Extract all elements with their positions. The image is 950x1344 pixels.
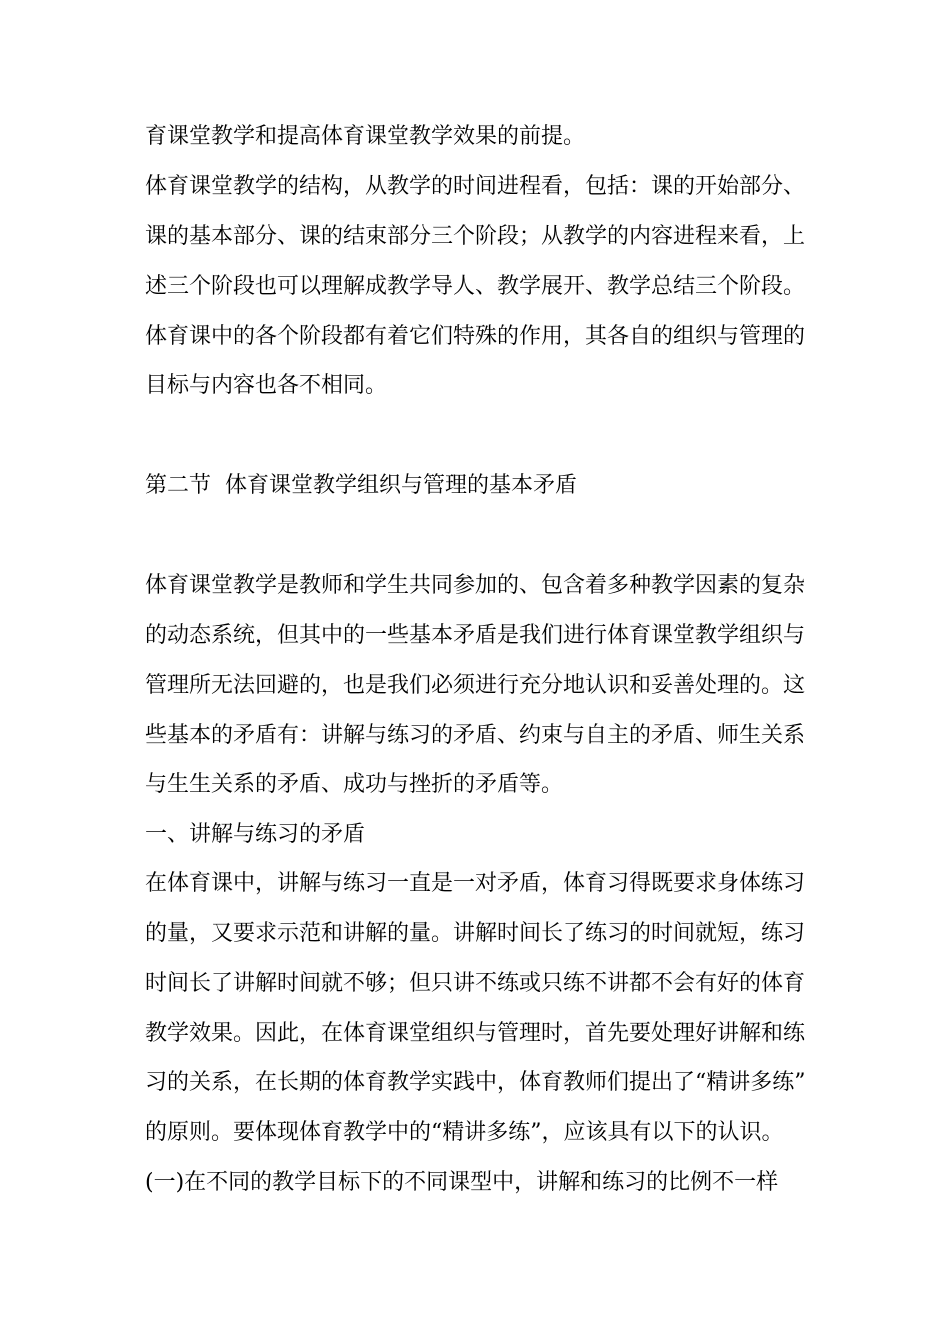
- paragraph-line: 的量，又要求示范和讲解的量。讲解时间长了练习的时间就短，练习: [145, 921, 806, 946]
- paragraph-line: 与生生关系的矛盾、成功与挫折的矛盾等。: [145, 772, 564, 797]
- paragraph-line: 时间长了讲解时间就不够；但只讲不练或只练不讲都不会有好的体育: [145, 971, 806, 996]
- paragraph-line: 述三个阶段也可以理解成教学导人、教学展开、教学总结三个阶段。: [145, 274, 806, 299]
- paragraph-line: 在体育课中，讲解与练习一直是一对矛盾，体育习得既要求身体练习: [145, 871, 806, 896]
- paragraph-line: 体育课中的各个阶段都有着它们特殊的作用，其各自的组织与管理的: [145, 324, 806, 349]
- paragraph-line: 的原则。要体现体育教学中的“精讲多练”，应该具有以下的认识。: [145, 1120, 784, 1145]
- paragraph-line: 教学效果。因此，在体育课堂组织与管理时，首先要处理好讲解和练: [145, 1021, 806, 1046]
- paragraph-line: 体育课堂教学的结构，从教学的时间进程看，包括：课的开始部分、: [145, 174, 806, 199]
- paragraph-line: 课的基本部分、课的结束部分三个阶段；从教学的内容进程来看，上: [145, 224, 806, 249]
- paragraph-line: 管理所无法回避的，也是我们必须进行充分地认识和妥善处理的。这: [145, 673, 806, 698]
- subheading: 一、讲解与练习的矛盾: [145, 822, 366, 847]
- paragraph-line: 体育课堂教学是教师和学生共同参加的、包含着多种教学因素的复杂: [145, 573, 806, 598]
- paragraph-line: 习的关系，在长期的体育教学实践中，体育教师们提出了“精讲多练”: [145, 1070, 806, 1095]
- paragraph-line: 目标与内容也各不相同。: [145, 373, 388, 398]
- section-heading: 第二节 体育课堂教学组织与管理的基本矛盾: [145, 473, 577, 498]
- paragraph-line: 育课堂教学和提高体育课堂教学效果的前提。: [145, 124, 586, 149]
- subheading: (一)在不同的教学目标下的不同课型中，讲解和练习的比例不一样: [145, 1170, 779, 1195]
- paragraph-line: 的动态系统，但其中的一些基本矛盾是我们进行体育课堂教学组织与: [145, 623, 806, 648]
- paragraph-line: 些基本的矛盾有：讲解与练习的矛盾、约束与自主的矛盾、师生关系: [145, 723, 806, 748]
